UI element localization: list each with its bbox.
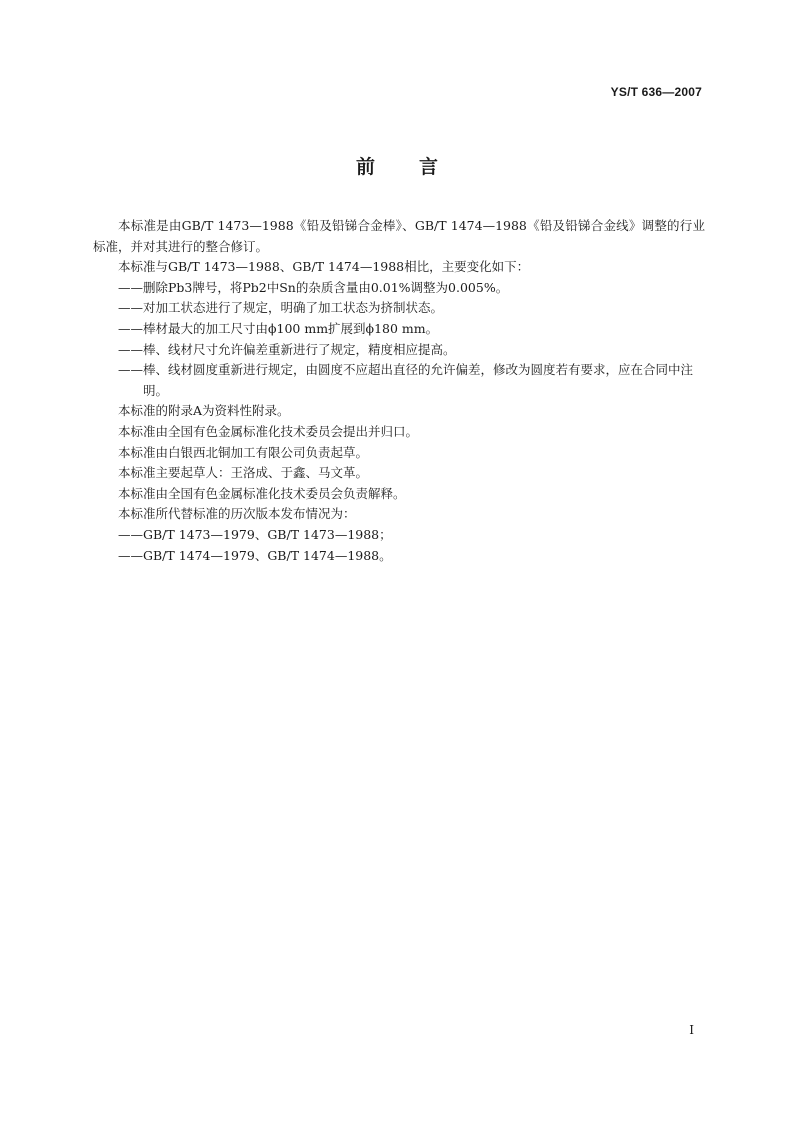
- change-text: 棒、线材尺寸允许偏差重新进行了规定，精度相应提高。: [143, 341, 456, 357]
- history-text: GB/T 1474—1979、GB/T 1474—1988。: [143, 547, 392, 563]
- statement-line: 本标准的附录A为资料性附录。: [118, 403, 290, 419]
- change-item: [93, 298, 705, 319]
- document-body: [93, 216, 705, 566]
- change-item: [93, 360, 705, 401]
- change-text: 棒材最大的加工尺寸由ϕ100 mm扩展到ϕ180 mm。: [143, 320, 439, 336]
- statement-line: 本标准由白银西北铜加工有限公司负责起草。: [118, 444, 369, 460]
- page-title: 前言: [355, 156, 482, 178]
- dash-mark: ——: [118, 341, 143, 357]
- change-text: 棒、线材圆度重新进行规定，由圆度不应超出直径的允许偏差，修改为圆度若有要求，应在合同中注明。: [143, 362, 694, 398]
- statement-line: 本标准由全国有色金属标准化技术委员会负责解释。: [118, 485, 406, 501]
- dash-mark: ——: [118, 279, 143, 295]
- history-item: [93, 546, 705, 567]
- history-text: GB/T 1473—1979、GB/T 1473—1988；: [143, 526, 392, 542]
- dash-mark: ——: [118, 547, 143, 563]
- change-item: [93, 278, 705, 299]
- history-item: [93, 525, 705, 546]
- statement-line: 本标准主要起草人：王洛成、于鑫、马文革。: [118, 465, 369, 481]
- change-text: 对加工状态进行了规定，明确了加工状态为挤制状态。: [143, 300, 444, 316]
- statement-line: 本标准由全国有色金属标准化技术委员会提出并归口。: [118, 423, 419, 439]
- statement-line: 本标准所代替标准的历次版本发布情况为：: [118, 506, 356, 522]
- intro-paragraph: 本标准是由GB/T 1473—1988《铅及铅锑合金棒》、GB/T 1474—1988《铅及铅锑合金线》调整的行业标准，并对其进行的整合修订。: [93, 218, 705, 254]
- dash-mark: ——: [118, 300, 143, 316]
- comparison-intro: 本标准与GB/T 1473—1988、GB/T 1474—1988相比，主要变化如下：: [118, 259, 530, 275]
- dash-mark: ——: [118, 526, 143, 542]
- change-text: 删除Pb3牌号，将Pb2中Sn的杂质含量由0.01%调整为0.005%。: [143, 279, 509, 295]
- page-number: I: [689, 1023, 694, 1037]
- dash-mark: ——: [118, 362, 143, 378]
- dash-mark: ——: [118, 320, 143, 336]
- change-item: [93, 340, 705, 361]
- standard-code: YS/T 636—2007: [610, 85, 702, 99]
- change-item: [93, 319, 705, 340]
